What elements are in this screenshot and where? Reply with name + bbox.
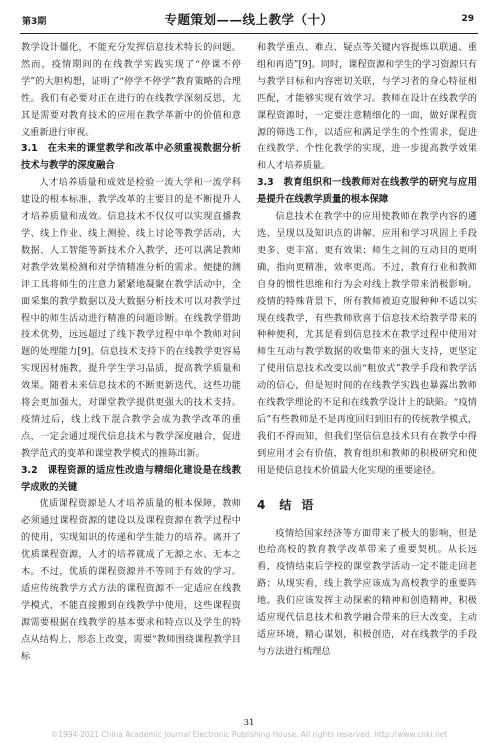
section-heading-3-2: 3.2 课程资源的适应性改造与精细化建设是在线教学成败的关键 [21, 464, 241, 493]
paragraph: 信息技术在教学中的应用使教师在教学内容的遴选、呈现以及知识点的讲解、应用和学习巩固上手段更多、更丰富、更有效果；师生之间的互动目的更明确，指向更精准，效率更高。不过，教育行业和教师自身的惯性思维和行为会对线上教学带来消极影响。疫情的特殊背景下，所有教师被迫克服种种不适以实现在线教学，有些教师欣喜于信息技术给教学带来的种种便利，尤其是看到信息技术在教学过程中使用对师生互动与教学数据的收集带来的强大支持，更坚定了使用信息技术改变以前“粗放式”教学手段和教学活动的信心，但是短时间的在线教学实践也暴露出教师在线教学理论的不足和在线教学设计上的缺陷。“疫情后”有些教师是不是再度回归到旧有的传统教学模式，我们不得而知，但我们坚信信息技术只有在教学中得到应用才会有价值，教育组织和教师的积极研究和使用是使信息技术价值最大化实现的重要途径。 [257, 211, 477, 476]
right-column [257, 40, 477, 661]
issue-label: 第3期 [22, 17, 47, 27]
paragraph: 教学设计僵化，不能充分发挥信息技术特长的问题。然而，疫情期间的在线教学实践实现了“停课不停学”的大胆构想，证明了“停学不停学”教育策略的合理性。我们有必要对正在进行的在线教学深刻反思，尤其是需要对教育技术的应用在教学革新中的价值和意义重新进行审视。 [21, 42, 241, 138]
section-heading-3-1: 3.1 在未来的课堂教学和改革中必须重视数据分析技术与教学的深度融合 [21, 143, 241, 172]
page-number: 31 [243, 718, 255, 728]
section-number: 4 [257, 497, 266, 512]
paragraph: 人才培养质量和成效是检验一流大学和一流学科建设的根本标准，教学改革的主要目的是不断提升人才培养质量和成效。信息技术不仅仅可以实现直播教学、线上作业、线上测验、线上讨论等教学活动，大数据、人工智能等新技术介入教学，还可以满足教师对教学效果检测和对学情精准分析的需求。便捷的测评工具将师生的注意力紧紧地凝聚在教学活动中，全面采集的教学数据以及大数据分析技术可以对教学过程中的师生活动进行精准的问题诊断。在线教学借助技术优势，远远超过了线下教学过程中单个教师对问题的处理能力[9]。信息技术支持下的在线教学更容易实现因材施教，提升学生学习品质，提高教学质量和效果。随着未来信息技术的不断更新迭代，这些功能将会更加强大，对课堂教学提供更强大的技术支持。疫情过后，线上线下混合教学会成为教学改革的重点，一定会通过现代信息技术与教学深度融合，促进教学范式的变革和课堂教学模式的推陈出新。 [21, 177, 241, 459]
paragraph: 疫情给国家经济等方面带来了极大的影响，但是也给高校的教育教学改革带来了重要契机。从长远看，疫情结束后学校的课堂教学活动一定不能走回老路；从现实看，线上教学应该成为高校教学的重要阵地。我们应该发挥主动探索的精神和创造精神，积极适应现代信息技术和教学融合带来的巨大改变，主动适应环境，精心谋划，积极创造，对在线教学的手段与方法进行梳理总 [257, 527, 477, 657]
section-title: 结语 [279, 497, 324, 512]
paragraph: 优质课程资源是人才培养质量的根本保障，教师必须通过课程资源的建设以及课程资源在教学过程中的使用，实现知识的传递和学生能力的培养。离开了优质课程资源，人才的培养就成了无源之水、无本之木。不过，优质的课程资源并不等同于有效的学习。适应传统教学方式方法的课程资源不一定适应在线教学模式，不能直接搬到在线教学中使用，这些课程资源需要根据在线教学的基本要求和特点以及学生的特点从结构上、形态上改变，需要“教师围绕课程教学目标 [21, 498, 241, 662]
copyright-footer: ©1994-2021 China Academic Journal Electronic Publishing House. All rights reserved. http://www.cnki.net [50, 730, 448, 739]
paragraph: 和教学重点、难点、疑点等关键内容提炼以联通、重组和再造”[9]。同时，课程资源和学生的学习资源只有与教学目标和内容密切关联，与学习者的身心特征相匹配，才能够实现有效学习。教师在设计在线教学的课程资源时，一定要注意精细化的一面，做好课程资源的筛选工作，以适应和满足学生的个性需求，促进在线教学、个性化教学的实现，进一步提高教学效果和人才培养质量。 [257, 42, 477, 172]
header-title: 专题策划——线上教学（十） [164, 12, 334, 27]
header-rule [20, 33, 478, 34]
left-column [21, 40, 241, 666]
page-header [0, 0, 498, 34]
section-heading-3-3: 3.3 教育组织和一线教师对在线教学的研究与应用是提升在线教学质量的根本保障 [257, 177, 477, 206]
header-page-number: 29 [461, 14, 474, 24]
section-heading-4 [257, 496, 477, 514]
